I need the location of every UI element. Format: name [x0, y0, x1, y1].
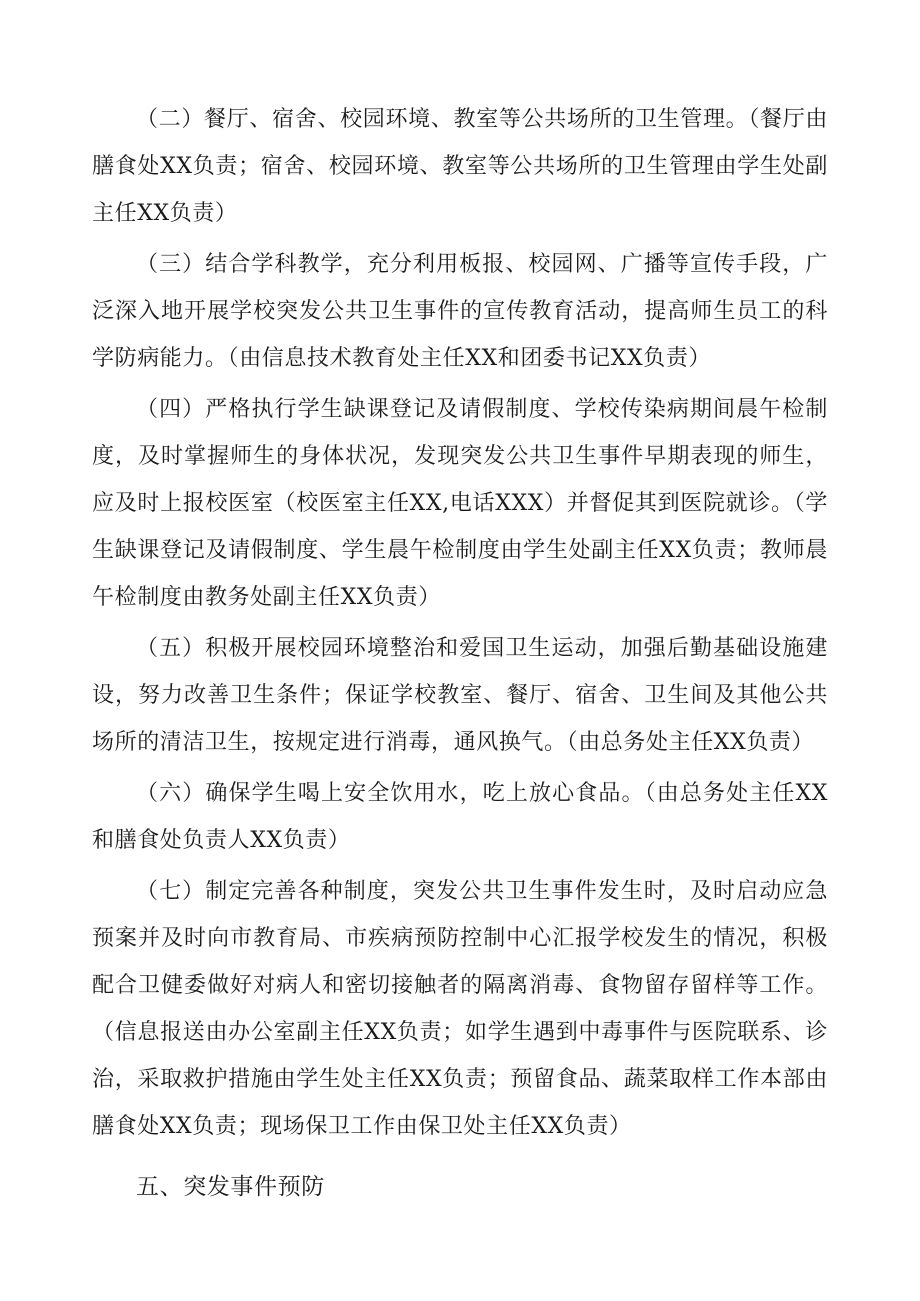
paragraph-2-canteen-dormitory: （二）餐厅、宿舍、校园环境、教室等公共场所的卫生管理。（餐厅由膳食处XX负责；宿舍、校园环境、教室等公共场所的卫生管理由学生处副主任XX负责） — [92, 107, 828, 226]
paragraph-6-water-food: （六）确保学生喝上安全饮用水，吃上放心食品。（由总务处主任XX和膳食处负责人XX负责） — [92, 781, 828, 853]
section-heading: 五、突发事件预防 — [136, 1174, 325, 1200]
paragraph-4-absence-check: （四）严格执行学生缺课登记及请假制度、学校传染病期间晨午检制度，及时掌握师生的身体状况，发现突发公共卫生事件早期表现的师生，应及时上报校医室（校医室主任XX,电话XXX）并督促其到医院就诊。（学生缺课登记及请假制度、学生晨午检制度由学生处副主任XX负责；教师晨午检制度由教务处副主任XX负责） — [92, 397, 828, 610]
paragraph-7-emergency-plan: （七）制定完善各种制度，突发公共卫生事件发生时，及时启动应急预案并及时向市教育局、市疾病预防控制中心汇报学校发生的情况，积极配合卫健委做好对病人和密切接触者的隔离消毒、食物留存留样等工作。（信息报送由办公室副主任XX负责；如学生遇到中毒事件与医院联系、诊治，采取救护措施由学生处主任XX负责；预留食品、蔬菜取样工作本部由膳食处XX负责；现场保卫工作由保卫处主任XX负责） — [92, 879, 828, 1139]
paragraph-3-health-education: （三）结合学科教学，充分利用板报、校园网、广播等宣传手段，广泛深入地开展学校突发公共卫生事件的宣传教育活动，提高师生员工的科学防病能力。（由信息技术教育处主任XX和团委书记XX负责） — [92, 252, 828, 371]
paragraph-5-environment: （五）积极开展校园环境整治和爱国卫生运动，加强后勤基础设施建设，努力改善卫生条件；保证学校教室、餐厅、宿舍、卫生间及其他公共场所的清洁卫生，按规定进行消毒，通风换气。（由总务处主任XX负责） — [92, 636, 828, 755]
